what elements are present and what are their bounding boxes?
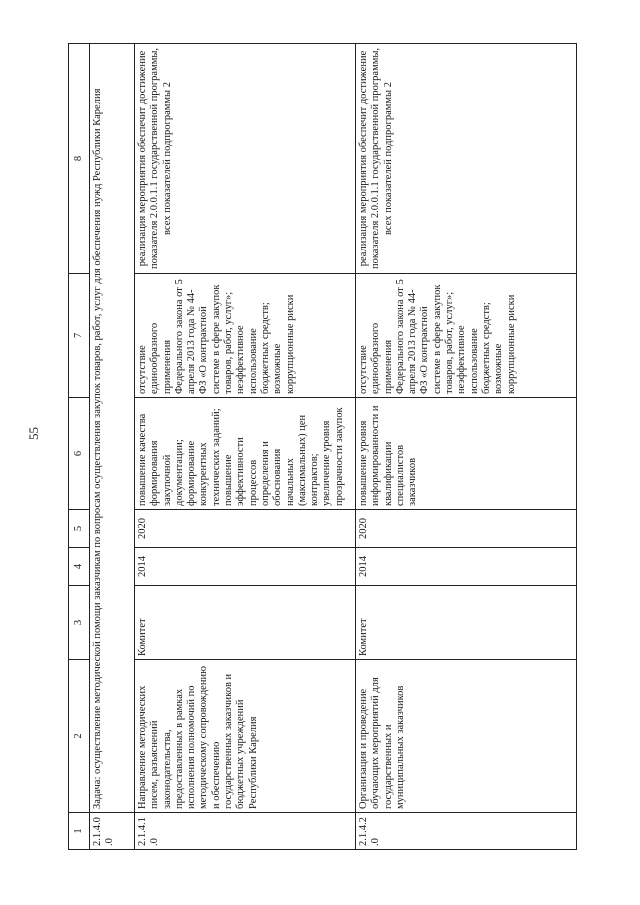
row-code: 2.1.4.1.0 — [135, 813, 356, 850]
header-cell: 3 — [69, 586, 90, 660]
row-link: реализация мероприятия обеспечит достижение показателя 2.0.0.1.1 государственной программы, всех показателей подпрограммы 2 — [135, 44, 356, 274]
header-cell: 6 — [69, 398, 90, 510]
row-measure: Организация и проведение обучающих мероприятий для государственных и муниципальных заказчиков — [356, 660, 577, 813]
header-cell: 1 — [69, 813, 90, 850]
header-row — [69, 44, 90, 850]
row-end-year: 2020 — [135, 510, 356, 548]
row-consequences: отсутствие единообразного применения Федерального закона от 5 апреля 2013 года № 44-ФЗ «О контрактной системе в сфере закупок товаров, работ, услуг»; неэффективное использование бюджетных средств; возможные коррупционные риски — [356, 274, 577, 398]
task-text: Задача: осуществление методической помощи заказчикам по вопросам осуществления закупок товаров, работ, услуг для обеспечения нужд Республики Карелия — [90, 44, 135, 813]
row-start-year: 2014 — [356, 548, 577, 586]
row-consequences: отсутствие единообразного применения Федерального закона от 5 апреля 2013 года № 44-ФЗ «О контрактной системе в сфере закупок товаров, работ, услуг»; неэффективное использование бюджетных средств; возможные коррупционные риски — [135, 274, 356, 398]
page-number: 55 — [26, 427, 41, 440]
row-executor: Комитет — [356, 586, 577, 660]
row-start-year: 2014 — [135, 548, 356, 586]
table-row — [356, 44, 577, 850]
row-result: повышение качества формирования закупочной документации; формирование конкурентных технических заданий; повышение эффективности процессов определения и обоснования начальных (максимальных) цен контрактов; увеличение уровня прозрачности закупок — [135, 398, 356, 510]
row-link: реализация мероприятия обеспечит достижение показателя 2.0.0.1.1 государственной программы, всех показателей подпрограммы 2 — [356, 44, 577, 274]
header-cell: 4 — [69, 548, 90, 586]
header-cell: 2 — [69, 660, 90, 813]
program-measures-table — [68, 43, 577, 850]
task-code: 2.1.4.0.0 — [90, 813, 135, 850]
row-measure: Направление методических писем, разъяснений законодательства, предоставленных в рамках исполнения полномочий по методическому сопровождению и обеспечению государственных заказчиков и бюджетных учреждений Республики Карелия — [135, 660, 356, 813]
header-cell: 5 — [69, 510, 90, 548]
row-code: 2.1.4.2.0 — [356, 813, 577, 850]
header-cell: 8 — [69, 44, 90, 274]
rotated-table-container — [68, 44, 638, 850]
row-end-year: 2020 — [356, 510, 577, 548]
task-row — [90, 44, 135, 850]
row-executor: Комитет — [135, 586, 356, 660]
table-row — [135, 44, 356, 850]
header-cell: 7 — [69, 274, 90, 398]
row-result: повышение уровня информированности и квалификации специалистов заказчиков — [356, 398, 577, 510]
